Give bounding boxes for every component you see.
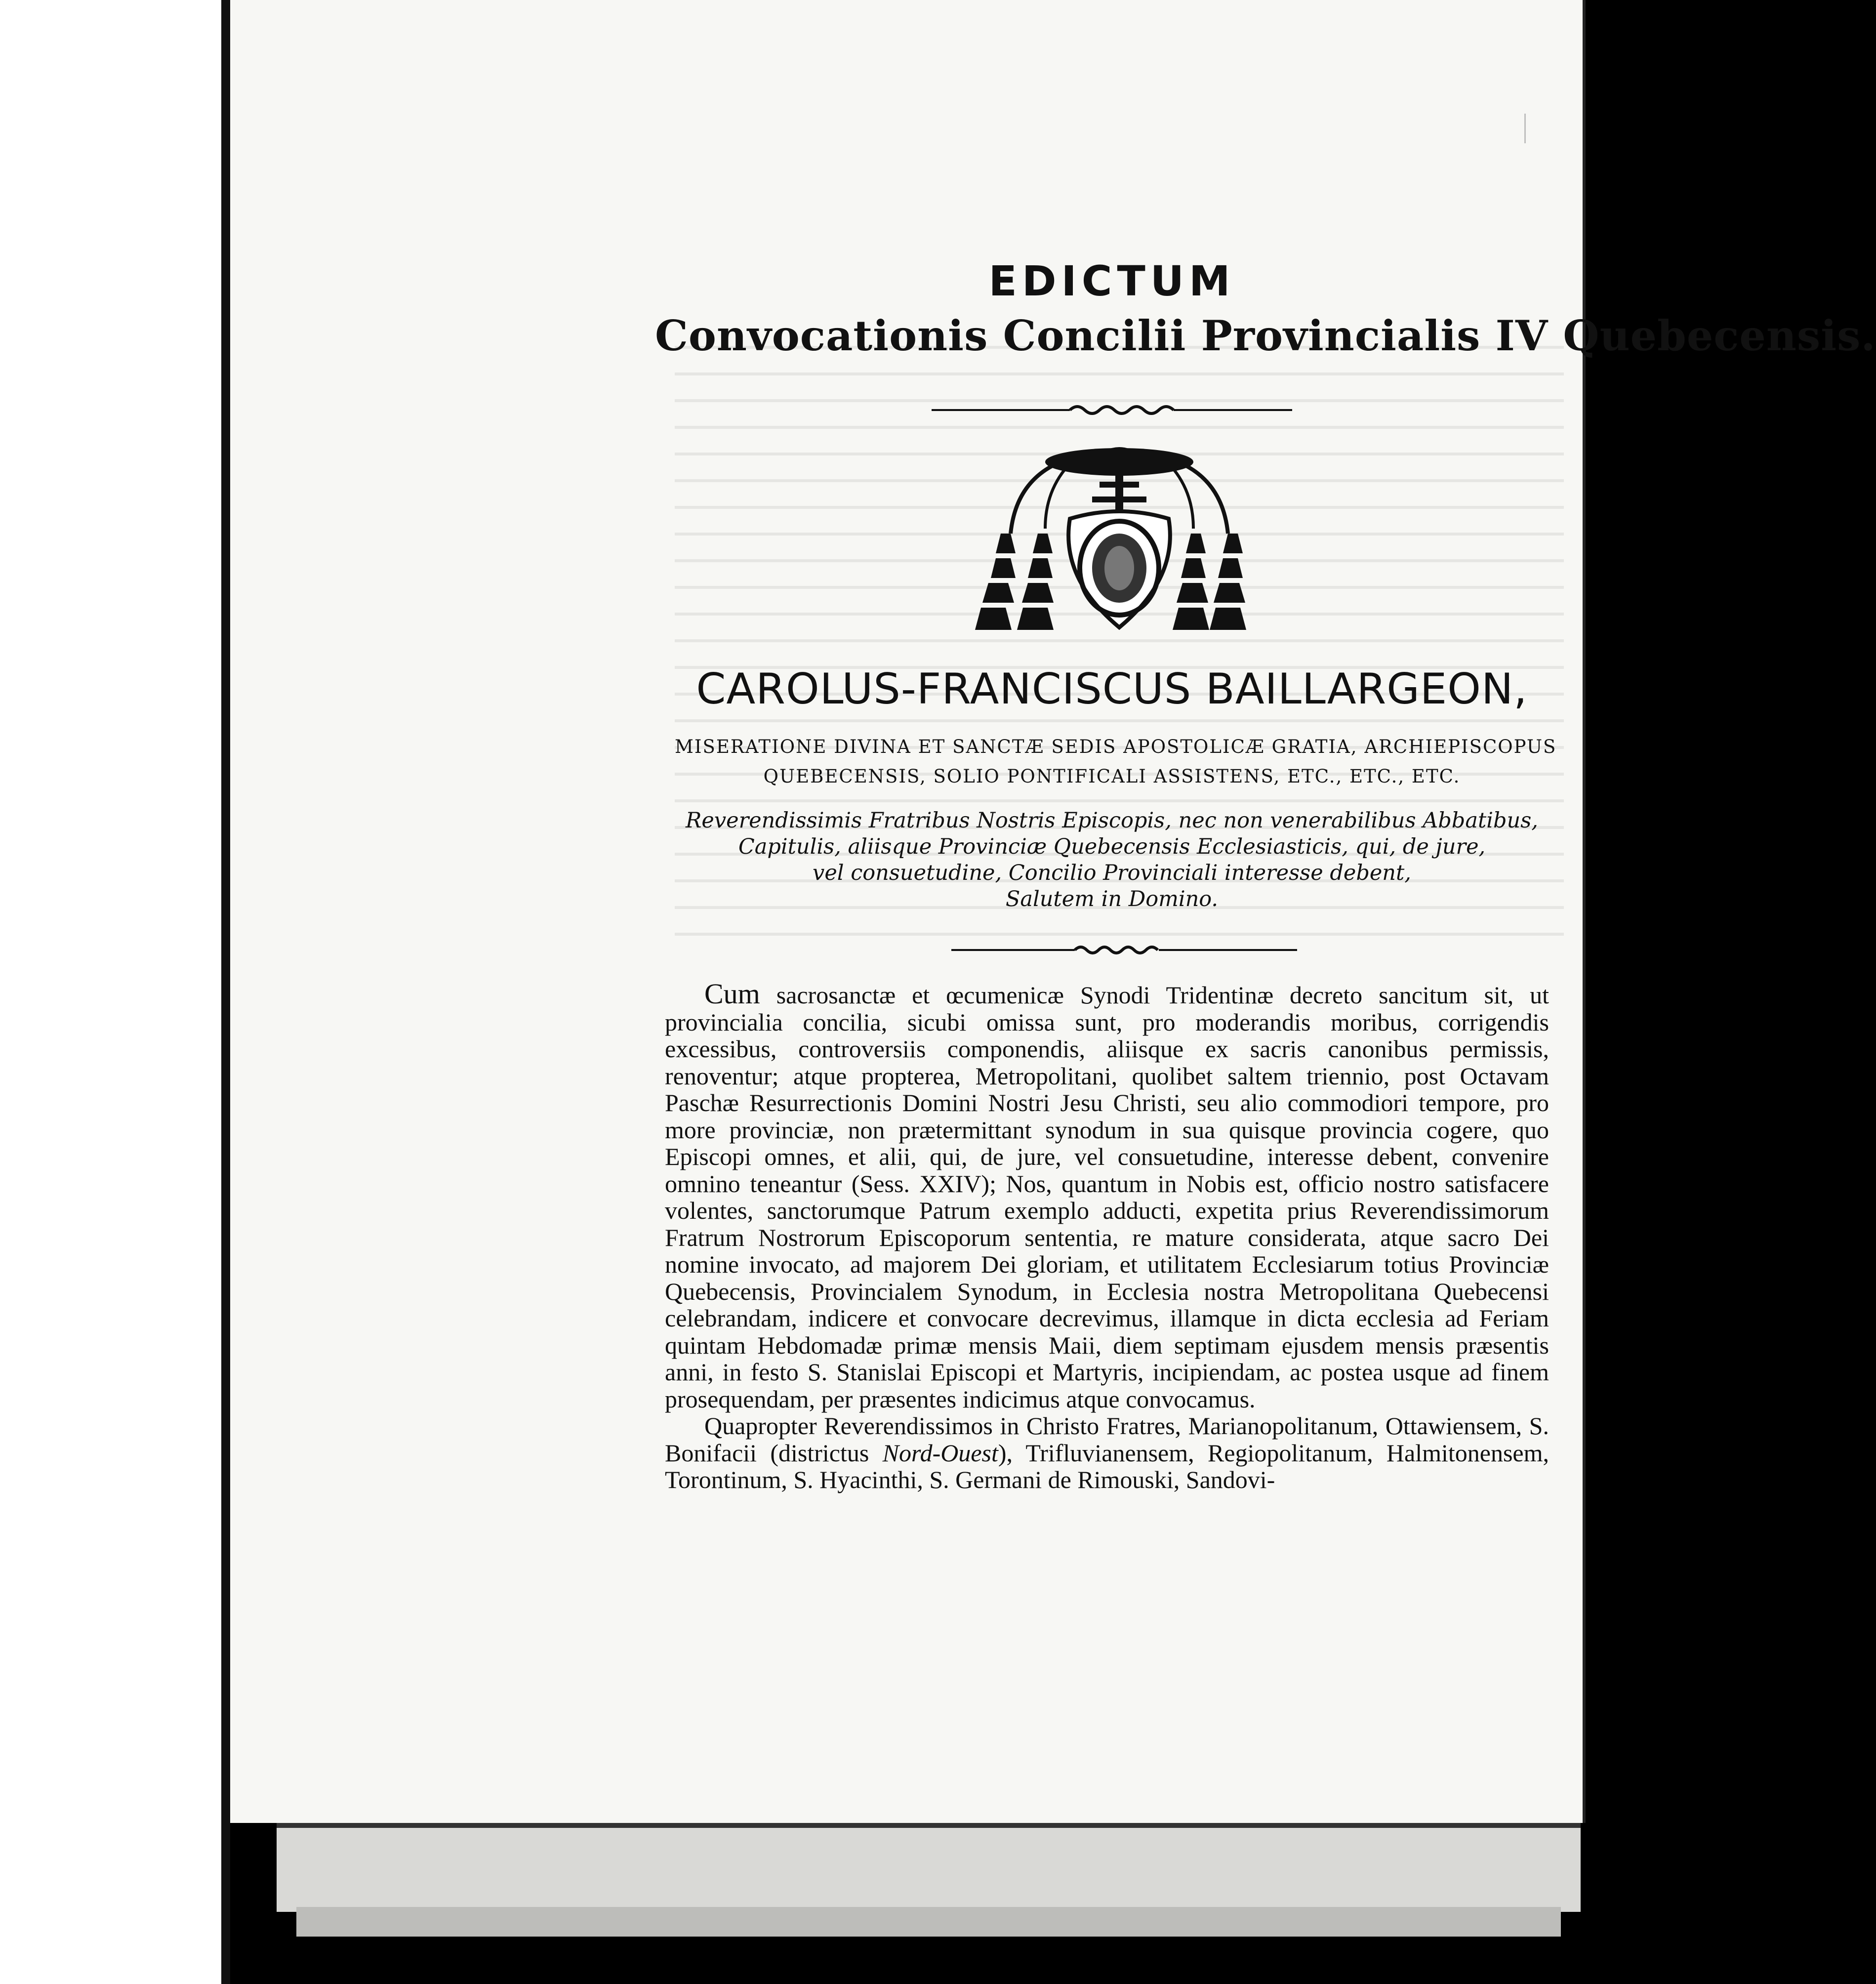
salutation-line-2: Capitulis, aliisque Provinciæ Quebecensis Ecclesiasticis, qui, de jure, xyxy=(738,834,1486,859)
paragraph-1-lead: Cum xyxy=(704,978,760,1010)
margin-mark xyxy=(1524,114,1541,143)
heading-convocation: Convocationis Concilii Provincialis IV Quebecensis. xyxy=(655,311,1876,360)
paragraph-2-text-a: Quapropter Reverendissimos in Christo Fratres, Marianopolitanum, Ottawiensem, S. Bonifacii (districtus xyxy=(665,1412,1549,1467)
paragraph-2-text-b: ), Trifluvianensem, Regiopolitanum, Halmitonensem, Torontinum, S. Hyacinthi, S. Germani de Rimouski, Sandovi- xyxy=(665,1439,1549,1493)
paragraph-2-italic: Nord-Ouest xyxy=(882,1439,998,1467)
salutation-line-1: Reverendissimis Fratribus Nostris Episcopis, nec non venerabilibus Abbatibus, xyxy=(686,808,1538,833)
title-line-2: QUEBECENSIS, SOLIO PONTIFICALI ASSISTENS, ETC., ETC., ETC. xyxy=(763,766,1461,787)
salutation-block xyxy=(675,808,1549,912)
page-lower-edge xyxy=(277,1823,1581,1912)
paragraph-1 xyxy=(665,978,1549,1413)
salutation-line-4: Salutem in Domino. xyxy=(1005,887,1219,911)
page-lower-edge-shadow xyxy=(296,1907,1561,1937)
document-page xyxy=(230,0,1876,1823)
title-line-1: MISERATIONE DIVINA ET SANCTÆ SEDIS APOSTOLICÆ GRATIA, ARCHIEPISCOPUS xyxy=(675,736,1557,757)
paragraph-1-text: sacrosanctæ et œcumenicæ Synodi Tridentinæ decreto sancitum sit, ut provincialia concilia, sicubi omissa sunt, pro moderandis moribus, corrigendis excessibus, controversiis componendis, aliisque ex sacris canonibus permissis, renoventur; atque propterea, Metropolitani, quolibet saltem triennio, post Octavam Paschæ Resurrectionis Domini Nostri Jesu Christi, seu alio commodiori tempore, pro more provinciæ, non prætermittant synodum in sua quisque provincia cogere, quo Episcopi omnes, et alii, qui, de jure, vel consuetudine, interesse debent, convenire omnino teneantur (Sess. XXIV); Nos, quantum in Nobis est, officio nostro satisfacere volentes, sanctorumque Patrum exemplo adducti, expetita prius Reverendissimorum Fratrum Nostrorum Episcoporum sententia, re mature considerata, atque sacro Dei nomine invocato, ad majorem Dei gloriam, et utilitatem Ecclesiarum totius Provinciæ Quebecensis, Provincialem Synodum, in Ecclesia nostra Metropolitana Quebecensi celebrandam, indicere et convocare decrevimus, illamque in dicta ecclesia ad Feriam quintam Hebdomadæ primæ mensis Maii, diem septimam ejusdem mensis præsentis anni, in festo S. Stanislai Episcopi et Martyris, incipiendam, ac postea usque ad finem prosequendam, per præsentes indicimus atque convocamus. xyxy=(665,981,1549,1413)
divider-ornament-icon xyxy=(951,943,1297,957)
ornament-rule-icon xyxy=(932,400,1292,420)
edict-body xyxy=(665,978,1549,1493)
adjacent-page-sliver xyxy=(0,0,221,1984)
archbishop-name: CAROLUS-FRANCISCUS BAILLARGEON, xyxy=(696,664,1528,714)
page-gutter xyxy=(221,0,230,1984)
heading-edictum: EDICTUM xyxy=(988,257,1235,305)
salutation-line-3: vel consuetudine, Concilio Provinciali interesse debent, xyxy=(813,861,1411,885)
archiepiscopal-coat-of-arms-icon xyxy=(941,435,1297,647)
paragraph-2 xyxy=(665,1412,1549,1493)
